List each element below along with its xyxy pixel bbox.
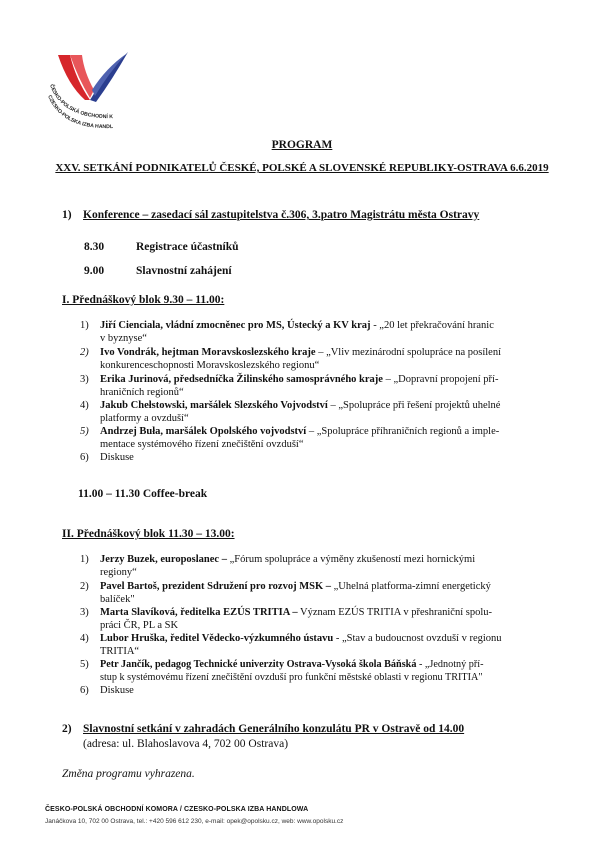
- logo-mark-icon: [40, 40, 150, 140]
- block-2-item: 2) Pavel Bartoš, prezident Sdružení pro rozvoj MSK – „Uhelná platforma-zimní energetický balíček": [80, 581, 491, 605]
- block-1-item: 2) Ivo Vondrák, hejtman Moravskoslezského kraje – „Vliv mezinárodní spolupráce na posílení konkurenceschopnosti Moravskoslezského regionu“: [80, 347, 502, 371]
- block-1-item: 1) Jiří Cienciala, vládní zmocněnec pro MS, Ústecký a KV kraj - „20 let překračování hranic v byznyse“: [80, 320, 494, 344]
- block-2-item: 4) Lubor Hruška, ředitel Vědecko-výzkumného ústavu - „Stav a budoucnost ovzduší v regionu TRITIA“: [80, 633, 502, 657]
- block-2-item: 5) Petr Jančík, pedagog Technické univerzity Ostrava-Vysoká škola Báňská - „Jednotný pří- stup k systémovému řízení znečištění ovzduší pro funkční městské oblasti v regionu TRITIA": [80, 659, 484, 683]
- block-1-title: I. Přednáškový blok 9.30 – 11.00:: [62, 294, 225, 306]
- block-1-item: 5) Andrzej Buła, maršálek Opolského vojvodství – „Spolupráce příhraničních regionů a imple- mentace systémového řízení znečištění ovzduší“: [80, 426, 500, 450]
- section-2-number: 2): [62, 723, 72, 735]
- logo-arc-text-1: ČESKO-POLSKÁ OBCHODNÍ K: [48, 83, 114, 121]
- schedule-time-1: 8.30: [84, 241, 105, 253]
- footer-contact: Janáčkova 10, 702 00 Ostrava, tel.: +420 596 612 230, e-mail: opek@opolsku.cz, web: www.opolsku.cz: [45, 818, 344, 825]
- block-2-item: 3) Marta Slavíková, ředitelka EZÚS TRITIA – Význam EZÚS TRITIA v přeshraniční spolu- práci ČR, PL a SK: [80, 607, 492, 631]
- section-1-title: Konference – zasedací sál zastupitelstva č.306, 3.patro Magistrátu města Ostravy: [83, 209, 480, 221]
- block-1-item: 3) Erika Jurinová, předsedníčka Žilinského samosprávného kraje – „Dopravní propojení pří- hraničních regionů“: [80, 374, 499, 398]
- program-change-note: Změna programu vyhrazena.: [62, 768, 195, 780]
- section-2-address: (adresa: ul. Blahoslavova 4, 702 00 Ostrava): [83, 738, 289, 750]
- block-2-title: II. Přednáškový blok 11.30 – 13.00:: [62, 528, 235, 540]
- coffee-break: 11.00 – 11.30 Coffee-break: [78, 488, 208, 500]
- section-1-number: 1): [62, 209, 72, 221]
- footer-organization: ČESKO-POLSKÁ OBCHODNÍ KOMORA / CZESKO-POLSKA IZBA HANDLOWA: [45, 806, 309, 813]
- logo-arc-text-2: CZESKO-POLSKA IZBA HANDL: [46, 94, 114, 131]
- schedule-label-1: Registrace účastníků: [136, 241, 239, 253]
- chamber-logo: [40, 40, 150, 140]
- schedule-time-2: 9.00: [84, 265, 105, 277]
- block-2-item: 6) Diskuse: [80, 685, 134, 696]
- schedule-label-2: Slavnostní zahájení: [136, 265, 232, 277]
- event-title: XXV. SETKÁNÍ PODNIKATELŮ ČESKÉ, POLSKÉ A SLOVENSKÉ REPUBLIKY-OSTRAVA 6.6.2019: [55, 162, 549, 174]
- block-1-item: 6) Diskuse: [80, 452, 134, 463]
- block-1-item: 4) Jakub Chełstowski, maršálek Slezského Vojvodství – „Spolupráce při řešení projektů uhelné platformy a ovzduší“: [80, 400, 501, 424]
- program-heading: PROGRAM: [271, 139, 333, 151]
- section-2-title: Slavnostní setkání v zahradách Generálního konzulátu PR v Ostravě od 14.00: [83, 723, 465, 735]
- block-2-item: 1) Jerzy Buzek, europoslanec – „Fórum spolupráce a výměny zkušeností mezi hornickými regiony“: [80, 554, 476, 578]
